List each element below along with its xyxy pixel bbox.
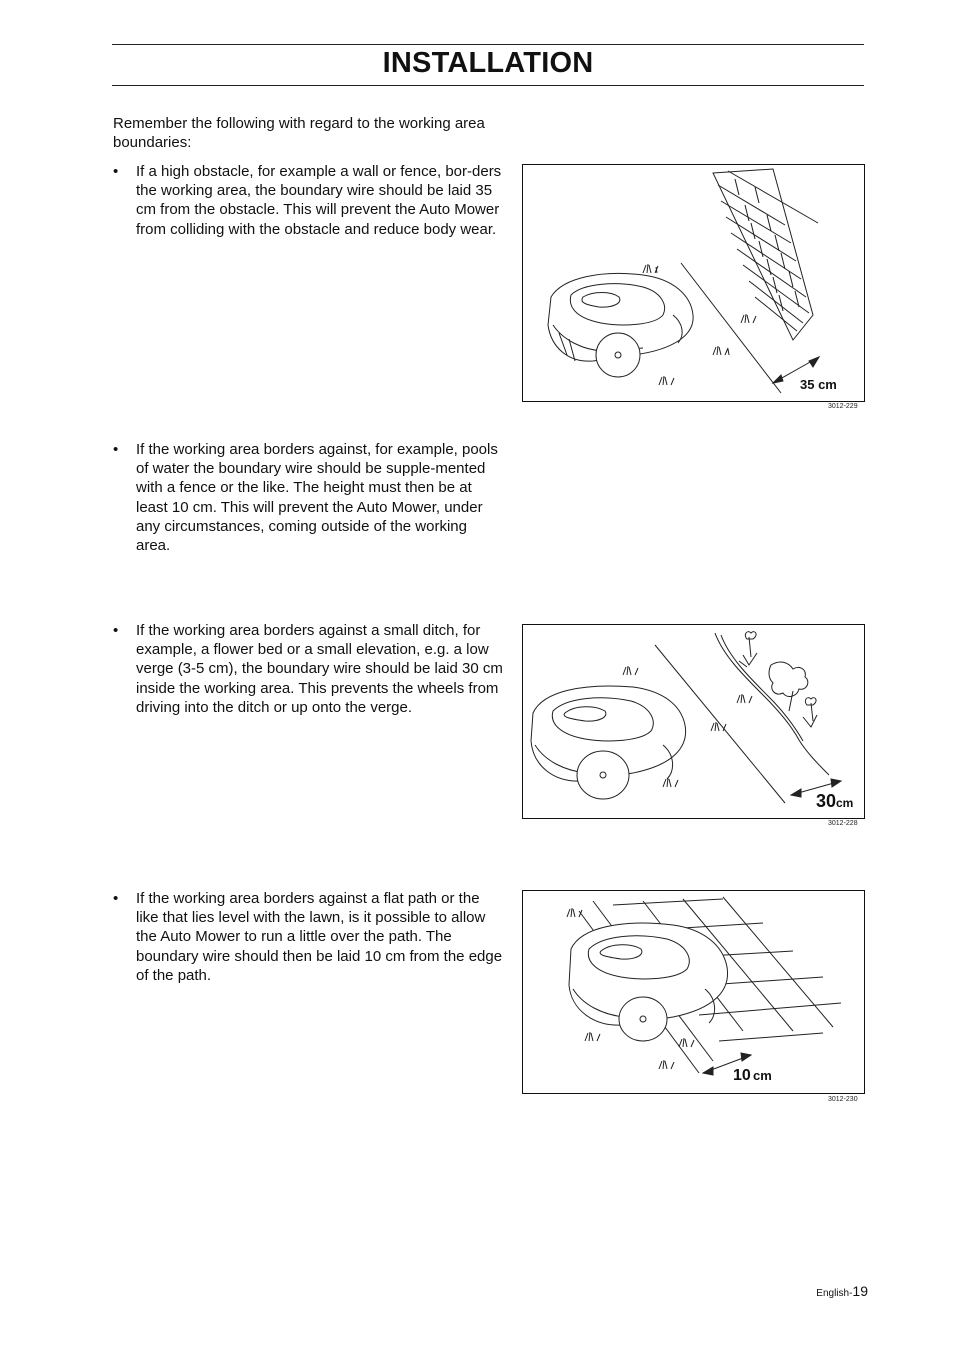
bullet-marker: • xyxy=(113,622,119,639)
page-number: 19 xyxy=(852,1283,868,1299)
footer-language: English- xyxy=(816,1288,853,1299)
bullet-item-obstacle xyxy=(113,162,503,262)
bullet-text: If a high obstacle, for example a wall or fence, bor-ders the working area, the boundary wire should be laid 35 cm from the obstacle. This will prevent the Auto Mower from colliding with the obstacle and reduce body wear. xyxy=(136,163,502,238)
bullet-text: If the working area borders against a small ditch, for example, a flower bed or a small elevation, e.g. a low verge (3-5 cm), the boundary wire should be laid 30 cm inside the working area. This prevents the wheels from driving into the ditch or up onto the verge. xyxy=(136,622,503,716)
path-mower-drawing xyxy=(523,891,864,1093)
figure-dimension-unit: cm xyxy=(753,1068,772,1083)
figure-path-illustration xyxy=(522,890,865,1094)
figure-code: 3012-230 xyxy=(828,1096,858,1103)
page-footer xyxy=(816,1283,868,1299)
header-rule-bottom xyxy=(112,85,864,86)
figure-dimension-unit: cm xyxy=(836,796,854,810)
bullet-text: If the working area borders against, for example, pools of water the boundary wire should be supple-mented with a fence or the like. The height must then be at least 10 cm. This will prevent the Auto Mower, under any circumstances, coming outside of the working area. xyxy=(136,441,498,555)
bullet-item-path xyxy=(113,889,503,989)
figure-dimension-label: 35 cm xyxy=(800,377,837,392)
figure-code: 3012-229 xyxy=(828,403,858,410)
figure-dimension-number: 30 xyxy=(816,791,837,811)
bullet-marker: • xyxy=(113,890,119,907)
bullet-item-ditch xyxy=(113,621,503,741)
figure-dimension-number: 10 xyxy=(733,1067,751,1084)
bullet-item-water xyxy=(113,440,503,560)
intro-paragraph: Remember the following with regard to the working area boundaries: xyxy=(113,115,485,152)
figure-ditch-illustration xyxy=(522,624,865,819)
bullet-marker: • xyxy=(113,163,119,180)
bullet-marker: • xyxy=(113,441,119,458)
bullet-text: If the working area borders against a flat path or the like that lies level with the lawn, is it possible to allow the Auto Mower to run a little over the path. The boundary wire should then be laid 10 cm from the edge of the path. xyxy=(136,890,503,984)
page-title: INSTALLATION xyxy=(382,47,594,79)
ditch-mower-drawing xyxy=(523,625,864,818)
wall-mower-drawing xyxy=(523,165,864,401)
figure-wall-illustration xyxy=(522,164,865,402)
figure-code: 3012-228 xyxy=(828,820,858,827)
